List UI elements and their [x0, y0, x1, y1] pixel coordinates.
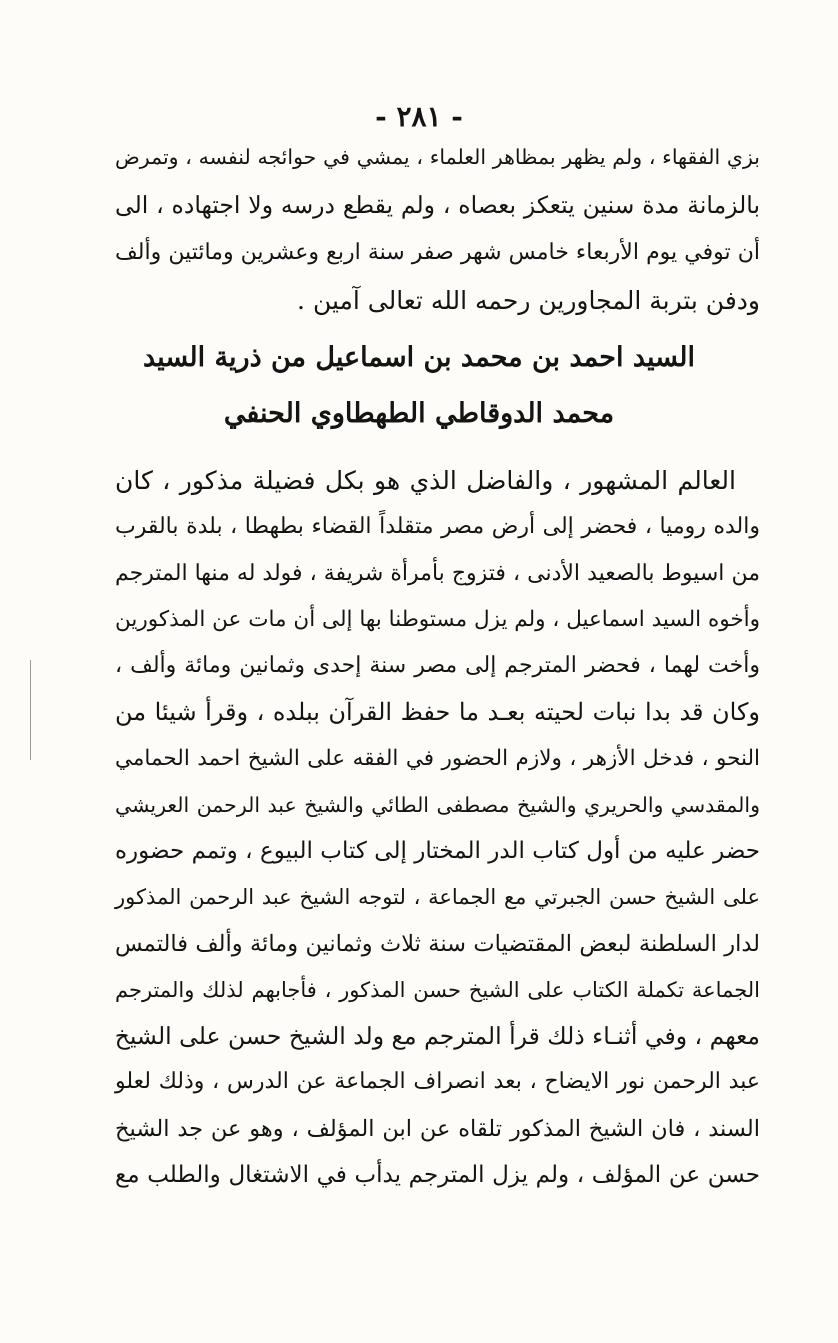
text-line: والده روميا ، فحضر إلى أرض مصر متقلداً القضاء بطهطا ، بلدة بالقرب	[115, 514, 760, 540]
page-number: - ٢٨١ -	[375, 100, 463, 133]
text-line: لدار السلطنة لبعض المقتضيات سنة ثلاث وثمانين ومائة وألف فالتمس	[115, 930, 760, 957]
text-line: معهم ، وفي أثنـاء ذلك قرأ المترجم مع ولد الشيخ حسن على الشيخ	[114, 1022, 760, 1050]
text-line: وأخت لهما ، فحضر المترجم إلى مصر سنة إحدى وثمانين ومائة وألف ،	[115, 653, 760, 678]
text-line: بالزمانة مدة سنين يتعكز بعصاه ، ولم يقطع درسه ولا اجتهاده ، الى	[115, 191, 760, 219]
margin-line	[30, 660, 31, 760]
text-line: من اسيوط بالصعيد الأدنى ، فتزوج بأمرأة شريفة ، فولد له منها المترجم	[115, 560, 760, 586]
text-line: الجماعة تكملة الكتاب على الشيخ حسن المذكور ، فأجابهم لذلك والمترجم	[115, 977, 761, 1002]
text-line: العالم المشهور ، والفاضل الذي هو بكل فضيلة مذكور ، كان	[115, 466, 736, 495]
biography-paragraph	[115, 458, 760, 1198]
text-line: حسن عن المؤلف ، ولم يزل المترجم يدأب في الاشتغال والطلب مع	[115, 1161, 760, 1188]
text-line: أن توفي يوم الأربعاء خامس شهر صفر سنة اربع وعشرين ومائتين وألف	[115, 240, 760, 265]
text-line: وكان قد بدا نبات لحيته بعـد ما حفظ القرآن ببلده ، وقرأ شيئا من	[115, 698, 760, 727]
text-line: بزي الفقهاء ، ولم يظهر بمظاهر العلماء ، يمشي في حوائجه لنفسه ، وتمرض	[115, 145, 760, 169]
continuation-paragraph	[115, 143, 760, 335]
text-line: السند ، فان الشيخ المذكور تلقاه عن ابن المؤلف ، وهو عن جد الشيخ	[115, 1115, 760, 1142]
text-line: عبد الرحمن نور الايضاح ، بعد انصراف الجماعة عن الدرس ، وذلك لعلو	[115, 1069, 760, 1095]
text-line: وأخوه السيد اسماعيل ، ولم يزل مستوطنا بها إلى أن مات عن المذكورين	[115, 606, 760, 632]
text-line: على الشيخ حسن الجبرتي مع الجماعة ، لتوجه الشيخ عبد الرحمن المذكور	[115, 885, 760, 910]
biography-heading-line-1: السيد احمد بن محمد بن اسماعيل من ذرية السيد	[143, 342, 695, 373]
text-line: النحو ، فدخل الأزهر ، ولازم الحضور في الفقه على الشيخ احمد الحمامي	[115, 745, 760, 771]
text-line: والمقدسي والحريري والشيخ مصطفى الطائي والشيخ عبد الرحمن العريشي	[115, 792, 760, 817]
biography-heading-line-2: محمد الدوقاطي الطهطاوي الحنفي	[223, 398, 615, 429]
text-line: ودفن بتربة المجاورين رحمه الله تعالى آمين .	[297, 286, 760, 315]
text-line: حضر عليه من أول كتاب الدر المختار إلى كتاب البيوع ، وتمم حضوره	[115, 838, 760, 864]
